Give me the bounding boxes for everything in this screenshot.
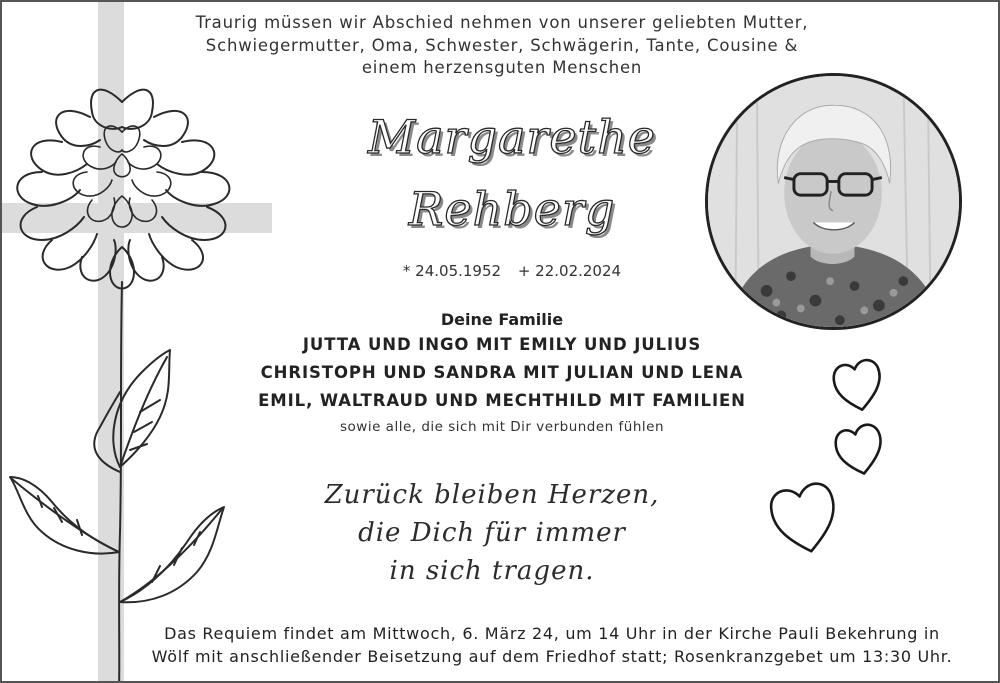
deceased-last-name: Rehberg [408,182,616,236]
service-information [112,622,992,668]
intro-line: Traurig müssen wir Abschied nehmen von unserer geliebten Mutter, [195,13,809,32]
deceased-first-name: Margarethe [368,110,656,164]
family-line: EMIL, WALTRAUD UND MECHTHILD MIT FAMILIEN [258,391,746,410]
family-heading: Deine Familie [440,310,564,329]
birth-date: * 24.05.1952 [402,262,502,280]
memorial-quote [252,476,732,590]
quote-line: in sich tragen. [389,556,595,586]
quote-line: die Dich für immer [358,518,626,548]
death-date: + 22.02.2024 [517,262,622,280]
service-line: Das Requiem findet am Mittwoch, 6. März 24, um 14 Uhr in der Kirche Pauli Bekehrung in [164,624,940,643]
quote-line: Zurück bleiben Herzen, [324,480,660,510]
intro-text [152,12,852,80]
family-section [202,308,802,439]
intro-line: einem herzensguten Menschen [361,58,643,77]
family-line: JUTTA UND INGO MIT EMILY UND JULIUS [302,335,702,354]
life-dates [352,262,672,280]
family-line: CHRISTOPH UND SANDRA MIT JULIAN UND LENA [260,363,744,382]
portrait-photo-image [708,76,959,327]
intro-line: Schwiegermutter, Oma, Schwester, Schwägerin, Tante, Cousine & [205,35,799,55]
heart-icon-group [762,352,902,562]
heart-icon [768,481,842,558]
heart-icon [833,422,888,478]
service-line: Wölf mit anschließender Beisetzung auf dem Friedhof statt; Rosenkranzgebet um 13:30 Uhr. [151,647,953,666]
heart-icon [831,358,886,414]
family-others: sowie alle, die sich mit Dir verbunden fühlen [339,419,664,435]
portrait-photo [705,73,962,330]
